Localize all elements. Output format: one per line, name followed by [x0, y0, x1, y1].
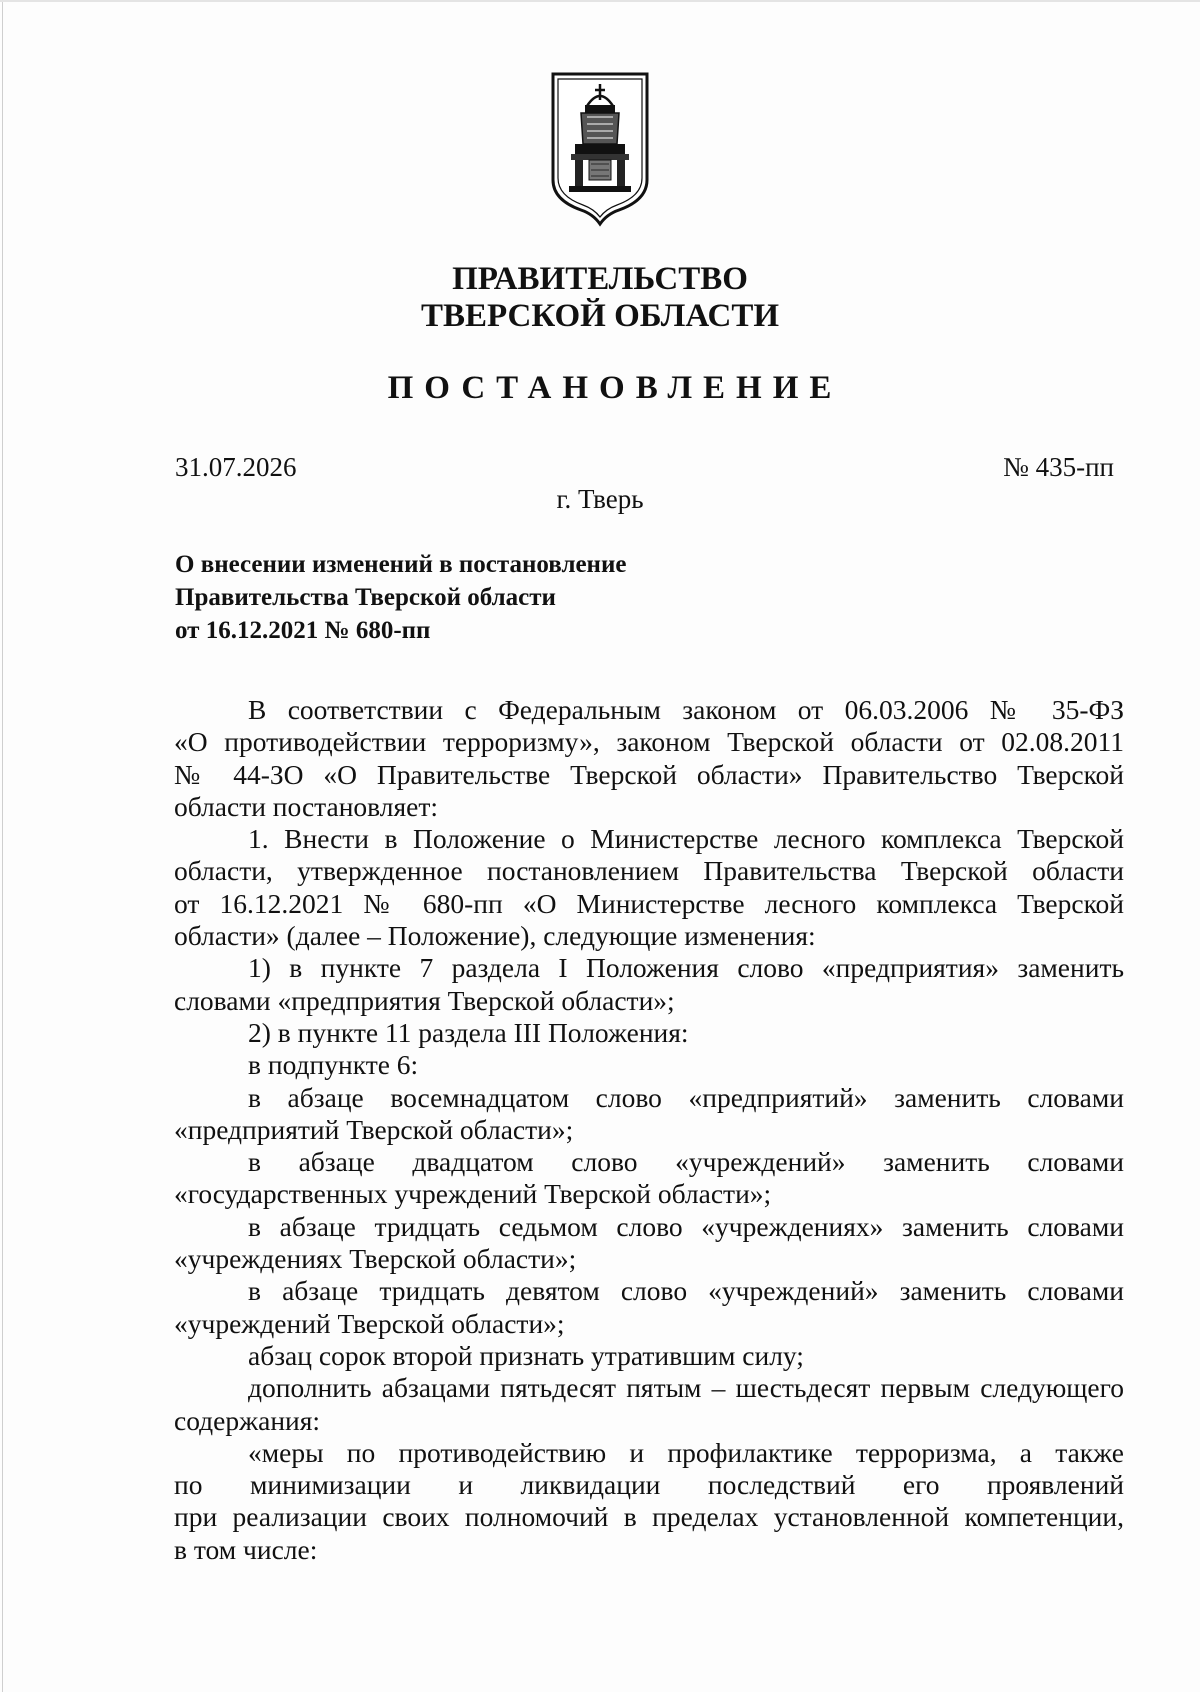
body-line: «О противодействии терроризму», законом Тверской области от 02.08.2011	[174, 726, 1124, 758]
scan-edge-top	[0, 0, 1200, 2]
body-line: в том числе:	[174, 1533, 318, 1565]
government-title-line1: ПРАВИТЕЛЬСТВО	[452, 261, 748, 297]
government-title-line2: ТВЕРСКОЙ ОБЛАСТИ	[420, 298, 780, 334]
body-line: дополнить абзацами пятьдесят пятым – шестьдесят первым следующего	[248, 1372, 1124, 1404]
body-line: в абзаце восемнадцатом слово «предприятий» заменить словами	[248, 1081, 1124, 1113]
body-line: «меры по противодействию и профилактике терроризма, а также	[248, 1436, 1124, 1468]
body-line: словами «предприятия Тверской области»;	[174, 984, 675, 1016]
body-line: «государственных учреждений Тверской области»;	[174, 1178, 772, 1210]
document-body	[174, 694, 1124, 1566]
body-line: абзац сорок второй признать утратившим силу;	[248, 1339, 804, 1371]
body-line: содержания:	[174, 1404, 321, 1436]
body-line: в абзаце тридцать седьмом слово «учреждениях» заменить словами	[248, 1210, 1124, 1242]
document-number: № 435-пп	[1003, 452, 1114, 482]
document-city: г. Тверь	[556, 484, 644, 514]
body-line: от 16.12.2021 № 680-пп «О Министерстве лесного комплекса Тверской	[174, 887, 1124, 919]
document-subject	[175, 548, 626, 647]
subject-line: О внесении изменений в постановление	[175, 551, 627, 578]
body-line: области» (далее – Положение), следующие изменения:	[174, 920, 816, 952]
body-line: № 44-ЗО «О Правительстве Тверской области» Правительство Тверской	[174, 758, 1124, 790]
subject-line: от 16.12.2021 № 680-пп	[175, 617, 431, 644]
body-line: «учреждениях Тверской области»;	[174, 1243, 577, 1275]
body-line: в подпункте 6:	[248, 1049, 419, 1081]
body-line: «учреждений Тверской области»;	[174, 1307, 565, 1339]
body-line: по минимизации и ликвидации последствий его проявлений	[174, 1469, 1124, 1501]
body-line: «предприятий Тверской области»;	[174, 1113, 574, 1145]
coat-of-arms-emblem	[551, 72, 649, 228]
body-line: 1) в пункте 7 раздела I Положения слово «предприятия» заменить	[248, 952, 1124, 984]
subject-line: Правительства Тверской области	[175, 584, 556, 611]
scan-edge	[2, 0, 3, 1692]
body-line: области, утвержденное постановлением Правительства Тверской области	[174, 855, 1124, 887]
document-type-title: ПОСТАНОВЛЕНИЕ	[387, 370, 843, 406]
body-line: 2) в пункте 11 раздела III Положения:	[248, 1016, 689, 1048]
document-date: 31.07.2026	[175, 452, 297, 482]
body-line: области постановляет:	[174, 790, 439, 822]
body-line: В соответствии с Федеральным законом от 06.03.2006 № 35-ФЗ	[248, 694, 1124, 725]
body-line: в абзаце двадцатом слово «учреждений» заменить словами	[248, 1146, 1124, 1178]
body-line: при реализации своих полномочий в пределах установленной компетенции,	[174, 1501, 1124, 1533]
body-line: 1. Внести в Положение о Министерстве лесного комплекса Тверской	[248, 823, 1124, 855]
body-line: в абзаце тридцать девятом слово «учреждений» заменить словами	[248, 1275, 1124, 1307]
